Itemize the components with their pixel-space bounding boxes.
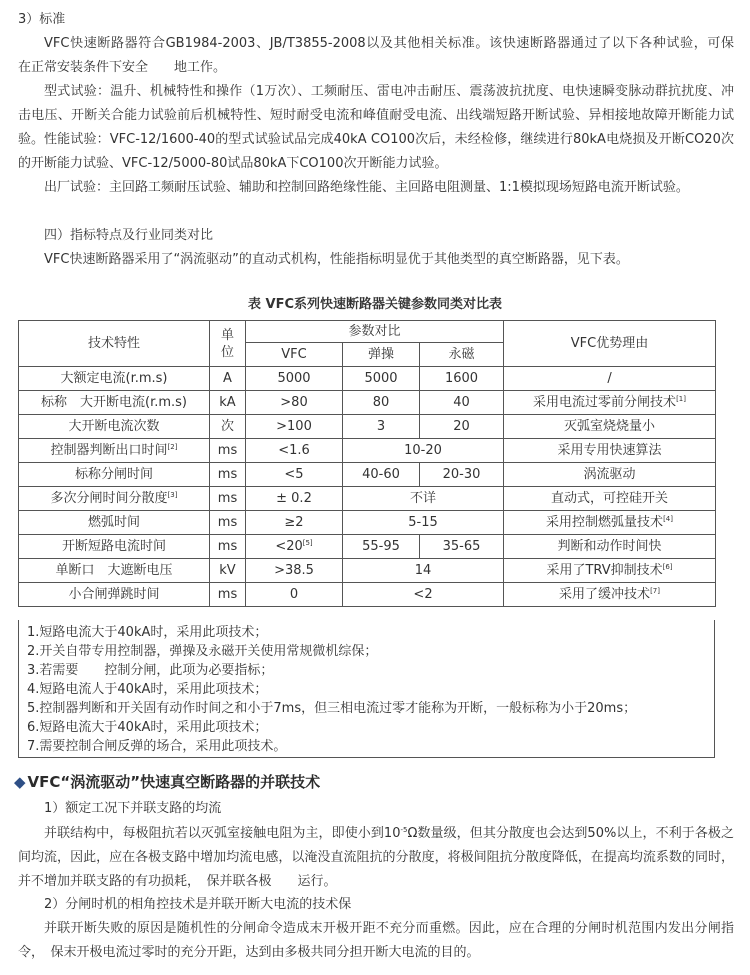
row-spring: 3	[343, 415, 420, 439]
row-feature: 单断口 大遮断电压	[19, 559, 210, 583]
row-reason: 采用了缓冲技术	[559, 587, 651, 602]
row-spring: 5000	[343, 367, 420, 391]
table-row	[19, 391, 716, 415]
table-row	[19, 535, 716, 559]
row-reason-cell	[504, 511, 716, 535]
table-note: 7.需要控制合闸反弹的场合，采用此项技术。	[27, 739, 287, 754]
row-reason: 采用了TRV抑制技术	[546, 563, 663, 578]
row-unit: kA	[210, 391, 246, 415]
performance-tests-paragraph: 性能试验：VFC-12/1600-40的型式试验试品完成40kA CO100次后，未经检修，继续进行80kA电烧损及开断CO20次的开断能力试验、VFC-12/5000-80试品80kA下CO100次开断能力试验。	[18, 132, 734, 171]
footnote-ref: [5]	[302, 539, 313, 547]
table-note: 6.短路电流大于40kA时，采用此项技术；	[27, 720, 268, 735]
row-vfc: >100	[246, 415, 343, 439]
row-reason: 直动式，可控硅开关	[504, 487, 716, 511]
header-magnet: 永磁	[420, 343, 504, 367]
table-notes	[18, 620, 715, 758]
row-reason-cell	[504, 583, 716, 607]
row-shared: <2	[343, 583, 504, 607]
diamond-bullet-icon: ◆	[14, 773, 26, 791]
row-vfc: <1.6	[246, 439, 343, 463]
row-reason: 采用专用快速算法	[504, 439, 716, 463]
table-note: 5.控制器判断和开关固有动作时间之和小于7ms，但三相电流过零才能称为开断，一般标称为小于20ms；	[27, 701, 637, 716]
standards-paragraph: VFC快速断路器符合GB1984-2003、JB/T3855-2008以及其他相关标准。该快速断路器通过了以下各种试验，可保 在正常安装条件下安全 地工作。	[18, 36, 748, 75]
header-params: 参数对比	[246, 321, 504, 343]
header-spring: 弹操	[343, 343, 420, 367]
row-reason: 采用电流过零前分闸技术	[533, 395, 677, 410]
row-reason-cell	[504, 559, 716, 583]
table-row	[19, 439, 716, 463]
row-reason: 灭弧室烧烧量小	[504, 415, 716, 439]
header-unit-line1: 单	[220, 327, 234, 343]
table-note: 3.若需要 控制分闸，此项为必要指标；	[27, 663, 274, 678]
row-spring: 55-95	[343, 535, 420, 559]
comparison-table	[18, 320, 716, 607]
table-caption: 表 VFC系列快速断路器关键参数同类对比表	[247, 297, 502, 312]
row-spring: 40-60	[343, 463, 420, 487]
header-unit	[210, 321, 246, 367]
row-vfc-cell	[246, 535, 343, 559]
row-feature: 多次分闸时间分散度	[50, 491, 168, 506]
footnote-ref: [2]	[167, 443, 178, 451]
row-vfc: ≥2	[246, 511, 343, 535]
row-magnet: 20	[420, 415, 504, 439]
table-row	[19, 511, 716, 535]
table-note: 2.开关自带专用控制器，弹操及永磁开关使用常规微机综保；	[27, 644, 378, 659]
row-vfc: 5000	[246, 367, 343, 391]
row-spring: 80	[343, 391, 420, 415]
features-paragraph: VFC快速断路器采用了“涡流驱动”的直动式机构，性能指标明显优于其他类型的真空断路器，见下表。	[44, 252, 629, 267]
row-magnet: 1600	[420, 367, 504, 391]
subsection-heading: 1）额定工况下并联支路的均流	[44, 801, 222, 816]
footnote-ref: [6]	[662, 563, 673, 571]
section-title	[14, 771, 320, 793]
row-reason: 判断和动作时间快	[504, 535, 716, 559]
features-heading: 四）指标特点及行业同类对比	[44, 228, 214, 243]
row-vfc: <20	[275, 539, 303, 554]
table-row	[19, 487, 716, 511]
row-reason: 涡流驱动	[504, 463, 716, 487]
phase-control-paragraph: 并联开断失败的原因是随机性的分闸命令造成末开极开距不充分而重燃。因此，应在合理的分闸时机范围内发出分闸指令， 保末开极电流过零时的充分开距，达到由多极共同分担开断大电流的目的。	[18, 921, 734, 960]
table-row	[19, 415, 716, 439]
row-vfc: >80	[246, 391, 343, 415]
row-vfc: >38.5	[246, 559, 343, 583]
row-magnet: 20-30	[420, 463, 504, 487]
row-shared: 10-20	[343, 439, 504, 463]
row-unit: A	[210, 367, 246, 391]
row-unit: ms	[210, 583, 246, 607]
row-magnet: 40	[420, 391, 504, 415]
row-unit: 次	[210, 415, 246, 439]
row-feature-cell	[19, 439, 210, 463]
balancing-text-a: 并联结构中，每极阻抗若以灭弧室接触电阻为主，即使小到10	[44, 826, 401, 841]
row-feature: 大额定电流(r.m.s)	[19, 367, 210, 391]
subsection-heading: 2）分闸时机的相角控技术是并联开断大电流的技术保	[44, 897, 352, 912]
row-shared: 不详	[343, 487, 504, 511]
row-reason-cell	[504, 391, 716, 415]
row-vfc: ± 0.2	[246, 487, 343, 511]
table-row	[19, 559, 716, 583]
header-vfc: VFC	[246, 343, 343, 367]
table-row	[19, 463, 716, 487]
table-note: 1.短路电流大于40kA时，采用此项技术；	[27, 625, 268, 640]
exponent: -5	[400, 826, 408, 834]
balancing-text-b: Ω数量级，但其分散度也会达到50%以上，不利于各极之间均流，因此，应在各极支路中增加均流电感，以淹没直流阻抗的分散度，将极间阻抗分散度降低，在提高均流系数的同时，并不增加并联支路的有功损耗， 保并联各极 运行。	[18, 826, 734, 889]
row-magnet: 35-65	[420, 535, 504, 559]
row-feature: 标称分闸时间	[19, 463, 210, 487]
row-shared: 5-15	[343, 511, 504, 535]
row-unit: ms	[210, 439, 246, 463]
type-tests-paragraph: 型式试验：温升、机械特性和操作（1万次）、工频耐压、雷电冲击耐压、震荡波抗扰度、电快速瞬变脉动群抗扰度、冲击电压、开断关合能力试验前后机械特性、短时耐受电流和峰值耐受电流、出线端短路开断试验、异相接地故障开断能力试验。	[18, 84, 734, 147]
row-feature: 控制器判断出口时间	[50, 443, 168, 458]
table-note: 4.短路电流人于40kA时，采用此项技术；	[27, 682, 268, 697]
row-vfc: <5	[246, 463, 343, 487]
header-unit-line2: 位	[220, 344, 234, 360]
row-feature: 大开断电流次数	[19, 415, 210, 439]
row-vfc: 0	[246, 583, 343, 607]
row-unit: ms	[210, 511, 246, 535]
row-feature: 燃弧时间	[19, 511, 210, 535]
standards-heading: 3）标准	[18, 12, 66, 27]
row-reason: /	[504, 367, 716, 391]
table-row	[19, 583, 716, 607]
row-unit: ms	[210, 463, 246, 487]
section-title-text: VFC“涡流驱动”快速真空断路器的并联技术	[27, 773, 321, 791]
row-feature: 标称 大开断电流(r.m.s)	[19, 391, 210, 415]
row-feature-cell	[19, 487, 210, 511]
row-feature: 开断短路电流时间	[19, 535, 210, 559]
footnote-ref: [1]	[676, 395, 686, 403]
header-feature: 技术特性	[19, 321, 210, 367]
row-reason: 采用控制燃弧量技术	[546, 515, 664, 530]
row-unit: kV	[210, 559, 246, 583]
row-unit: ms	[210, 535, 246, 559]
factory-tests-paragraph: 出厂试验：主回路工频耐压试验、辅助和控制回路绝缘性能、主回路电阻测量、1:1模拟现场短路电流开断试验。	[44, 180, 689, 195]
footnote-ref: [7]	[650, 587, 660, 595]
row-unit: ms	[210, 487, 246, 511]
table-row	[19, 367, 716, 391]
footnote-ref: [4]	[663, 515, 673, 523]
row-feature: 小合闸弹跳时间	[19, 583, 210, 607]
header-reason: VFC优势理由	[504, 321, 716, 367]
balancing-paragraph	[18, 822, 734, 894]
row-shared: 14	[343, 559, 504, 583]
footnote-ref: [3]	[167, 491, 178, 499]
